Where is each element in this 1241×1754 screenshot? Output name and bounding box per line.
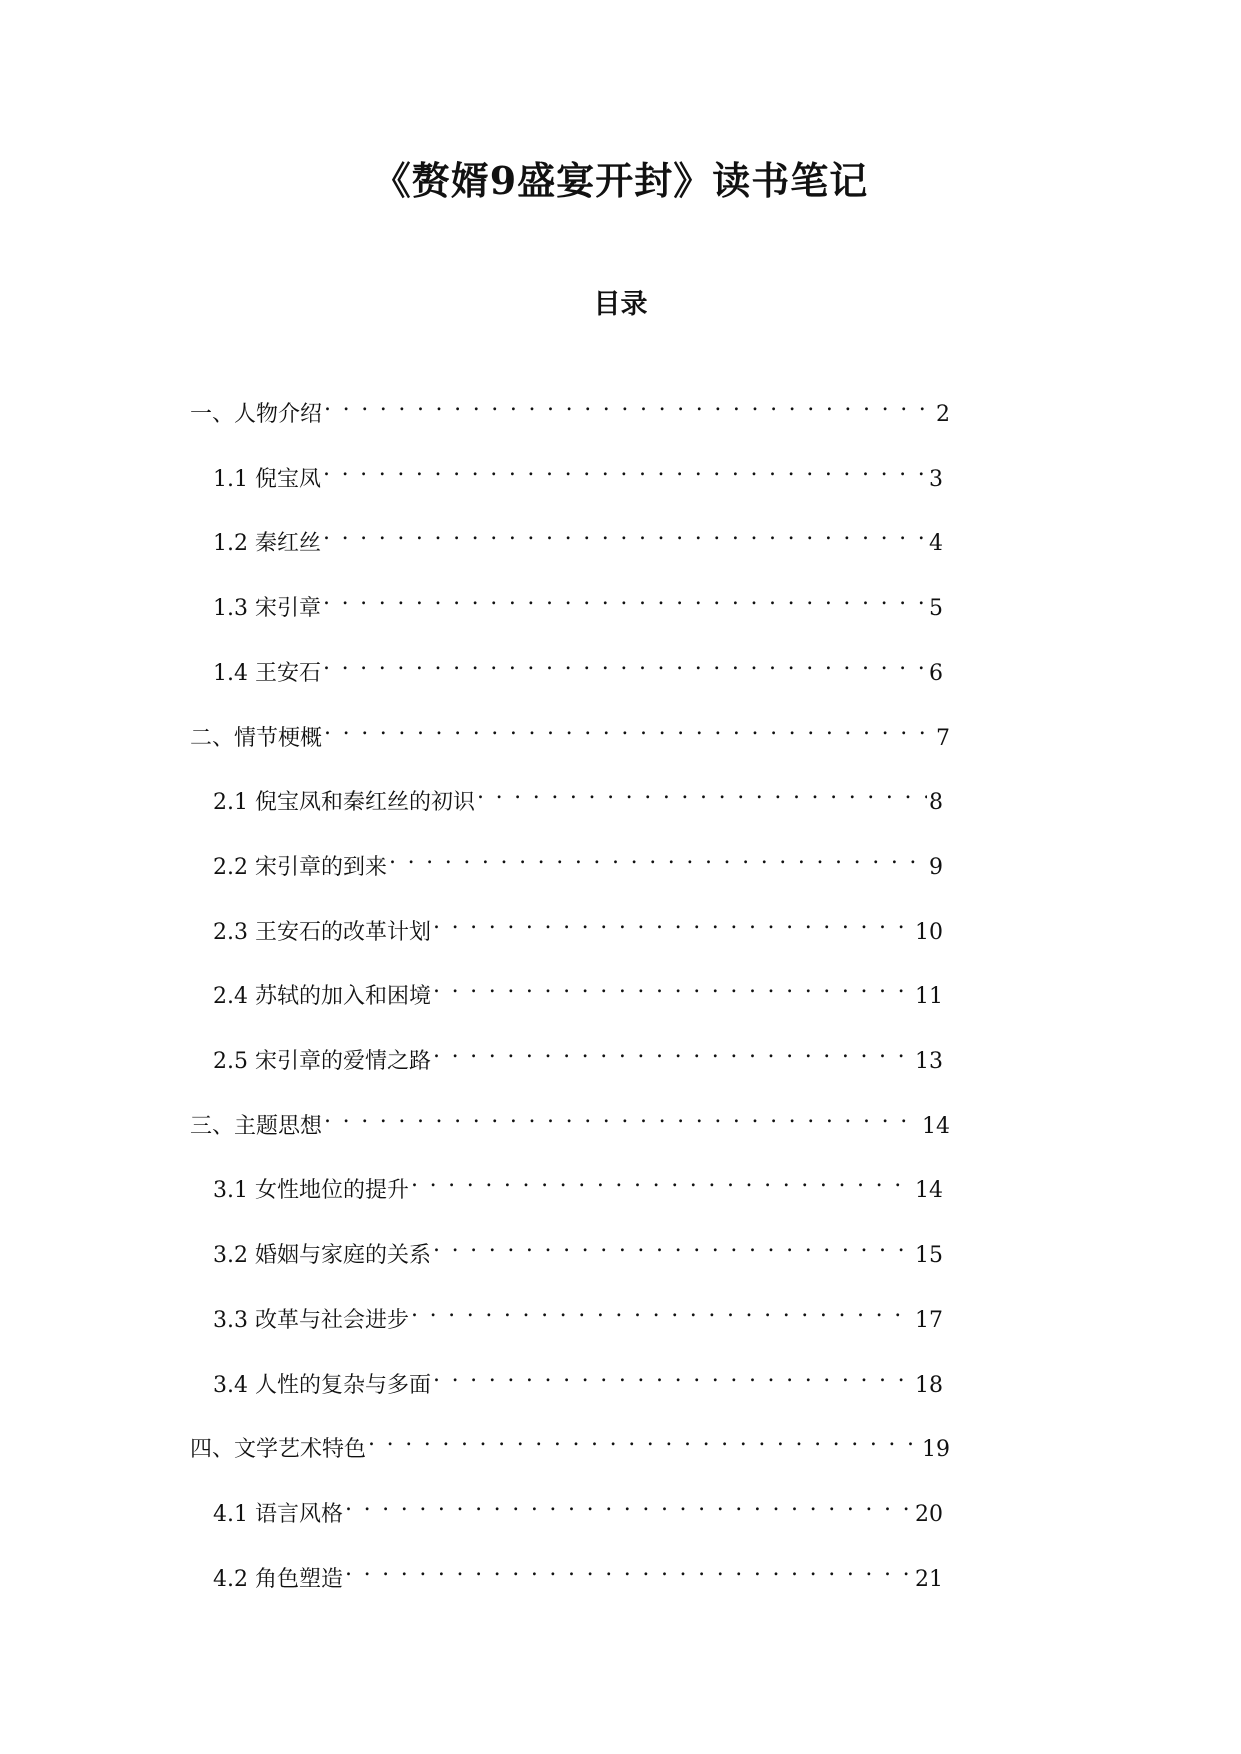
toc-page-number: 8: [929, 790, 943, 816]
toc-entry-title: 一、人物介绍: [190, 402, 323, 427]
toc-page-number: 5: [929, 596, 943, 622]
toc-leader-dots: [477, 775, 927, 809]
toc-entry[interactable]: [213, 646, 943, 686]
toc-leader-dots: [323, 581, 927, 615]
toc-entry-title: 三、主题思想: [190, 1113, 323, 1139]
toc-entry[interactable]: [213, 840, 943, 880]
toc-leader-dots: [411, 1163, 913, 1197]
toc-entry[interactable]: [213, 1358, 943, 1398]
toc-page-number: 14: [915, 1178, 943, 1204]
toc-page-number: 11: [915, 984, 943, 1010]
toc-leader-dots: [324, 387, 934, 421]
toc-page-number: 20: [915, 1501, 943, 1527]
toc-entry[interactable]: [213, 581, 943, 622]
toc-leader-dots: [433, 1358, 913, 1392]
toc-page-number: 4: [929, 531, 943, 557]
toc-page-number: 18: [915, 1372, 943, 1398]
toc-entry-title: 2.2 宋引章的到来: [213, 854, 387, 880]
toc-page-number: 3: [929, 466, 943, 492]
toc-page-number: 17: [915, 1307, 943, 1333]
toc-entry[interactable]: [213, 452, 943, 492]
toc-leader-dots: [323, 646, 927, 680]
toc-leader-dots: [433, 905, 913, 939]
toc-entry-title: 1.2 秦红丝: [213, 531, 321, 557]
document-title: 《赘婿9盛宴开封》读书笔记: [372, 158, 869, 203]
toc-entry-title: 四、文学艺术特色: [190, 1437, 367, 1463]
toc-entry-title: 2.1 倪宝凤和秦红丝的初识: [213, 790, 475, 816]
toc-entry-title: 3.3 改革与社会进步: [213, 1307, 409, 1333]
toc-entry[interactable]: [213, 775, 943, 816]
toc-leader-dots: [323, 516, 927, 550]
toc-heading: 目录: [593, 289, 648, 320]
toc-leader-dots: [411, 1293, 913, 1327]
toc-leader-dots: [324, 1099, 920, 1133]
toc-entry-title: 4.1 语言风格: [213, 1501, 343, 1527]
toc-leader-dots: [433, 969, 913, 1003]
toc-leader-dots: [389, 840, 927, 874]
toc-entry-title: 1.1 倪宝凤: [213, 466, 321, 492]
toc-entry[interactable]: [213, 1487, 943, 1527]
toc-entry-title: 4.2 角色塑造: [213, 1566, 343, 1592]
toc-entry[interactable]: [190, 1099, 950, 1139]
toc-entry[interactable]: [213, 1552, 943, 1592]
toc-entry-title: 1.4 王安石: [213, 660, 321, 686]
toc-leader-dots: [345, 1487, 913, 1521]
toc-page-number: 15: [915, 1243, 943, 1269]
toc-entry-title: 二、情节梗概: [190, 725, 323, 751]
toc-page-number: 10: [915, 919, 943, 945]
toc-page-number: 6: [929, 660, 943, 686]
toc-page-number: 19: [922, 1437, 950, 1463]
toc-leader-dots: [433, 1034, 913, 1068]
toc-entry[interactable]: [213, 516, 943, 557]
toc-entry-title: 3.4 人性的复杂与多面: [213, 1372, 431, 1398]
toc-leader-dots: [368, 1422, 920, 1456]
toc-entry-title: 2.5 宋引章的爱情之路: [213, 1049, 431, 1074]
toc-entry-title: 3.2 婚姻与家庭的关系: [213, 1243, 431, 1269]
toc-leader-dots: [323, 452, 927, 486]
toc-page-number: 21: [915, 1566, 943, 1592]
toc-leader-dots: [324, 711, 934, 745]
toc-page-number: 7: [936, 725, 950, 751]
toc-entry-title: 2.4 苏轼的加入和困境: [213, 984, 431, 1010]
toc-entry[interactable]: [213, 1228, 943, 1269]
toc-entry[interactable]: [190, 711, 950, 751]
toc-page-number: 14: [922, 1113, 950, 1139]
toc-entry[interactable]: [213, 1034, 943, 1074]
toc-page-number: 9: [929, 854, 943, 880]
toc-page-number: 13: [915, 1049, 943, 1074]
toc-entry[interactable]: [213, 969, 943, 1010]
toc-leader-dots: [345, 1552, 913, 1586]
toc-entry-title: 3.1 女性地位的提升: [213, 1178, 409, 1204]
toc-entry[interactable]: [190, 387, 950, 427]
toc-entry[interactable]: [213, 1293, 943, 1333]
toc-page-number: 2: [936, 402, 950, 427]
toc-entry[interactable]: [213, 905, 943, 945]
toc-entry[interactable]: [190, 1422, 950, 1463]
toc-entry-title: 2.3 王安石的改革计划: [213, 919, 431, 945]
toc-entry-title: 1.3 宋引章: [213, 596, 321, 622]
toc-leader-dots: [433, 1228, 913, 1262]
toc-entry[interactable]: [213, 1163, 943, 1204]
